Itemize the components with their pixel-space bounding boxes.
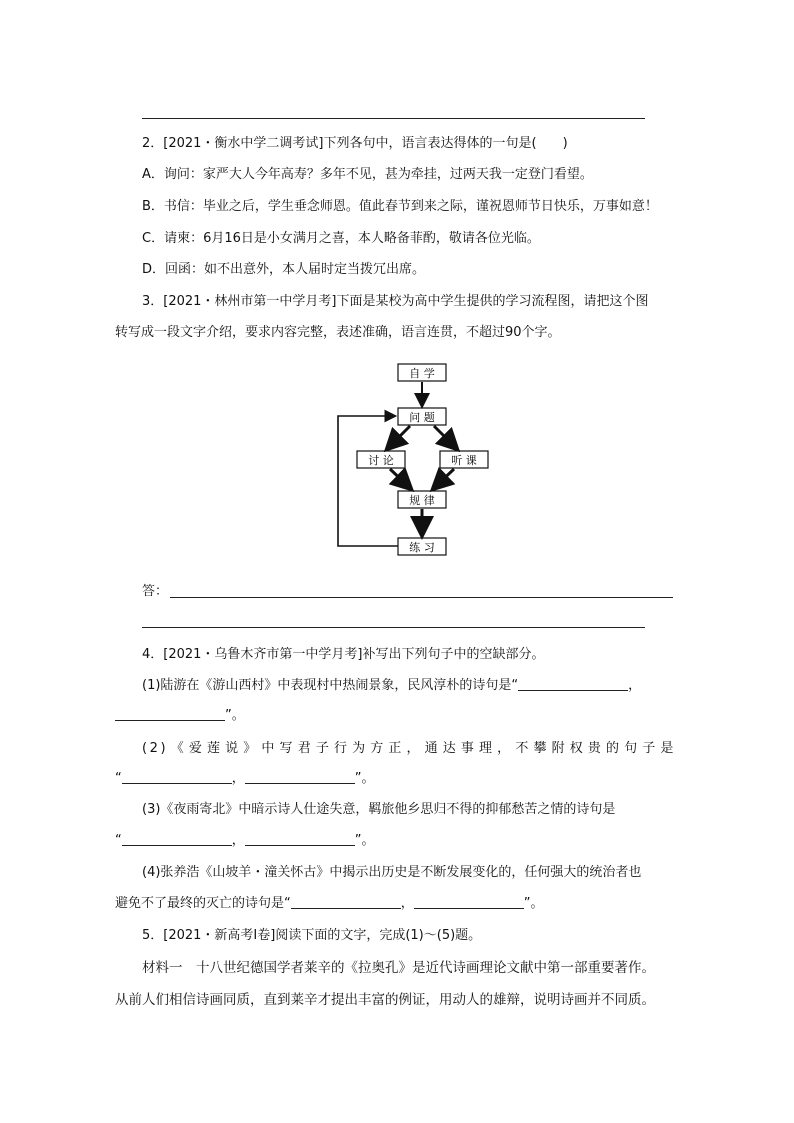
flow-arrow-question-to-lecture (434, 426, 456, 448)
q4-item2-blank2[interactable] (245, 769, 355, 784)
q4-item3-line1: (3)《夜雨寄北》中暗示诗人仕途失意，羁旅他乡思归不得的抑郁愁苦之情的诗句是 (142, 802, 616, 817)
q4-item2-blank1[interactable] (122, 769, 232, 784)
q4-item4-line2: 避免不了最终的灭亡的诗句是“ ， ”。 (115, 896, 544, 911)
q4-stem: 4．[2021・乌鲁木齐市第一中学月考]补写出下列句子中的空缺部分。 (142, 647, 545, 662)
q5-stem: 5．[2021・新高考Ⅰ卷]阅读下面的文字，完成(1)～(5)题。 (142, 928, 482, 943)
flow-arrow-lecture-to-rule (434, 469, 454, 488)
flow-label-lecture: 听 课 (451, 454, 477, 467)
learning-flowchart (330, 360, 510, 560)
q2-stem: 2．[2021・衡水中学二调考试]下列各句中，语言表达得体的一句是( ) (142, 136, 568, 151)
q4-item1-blank2[interactable] (115, 706, 225, 721)
q4-item3-blank1[interactable] (122, 831, 232, 846)
q4-item4-blank2[interactable] (414, 894, 524, 909)
q2-option-c: C．请柬：6月16日是小女满月之喜，本人略备菲酌，敬请各位光临。 (142, 231, 540, 246)
q3-answer-label: 答： (142, 584, 169, 599)
q4-item1-line1: (1)陆游在《游山西村》中表现村中热闹景象，民风淳朴的诗句是“ ， (142, 678, 642, 693)
q4-item1-line2: ”。 (115, 706, 245, 726)
q4-item4-blank1[interactable] (291, 894, 401, 909)
flow-arrow-discuss-to-rule (390, 469, 410, 488)
flow-arrow-question-to-discuss (388, 426, 410, 448)
q5-material-line2: 从前人们相信诗画同质，直到莱辛才提出丰富的例证，用动人的雄辩，说明诗画并不同质。 (115, 992, 655, 1008)
q2-option-a: A．询问：家严大人今年高寿？多年不见，甚为牵挂，过两天我一定登门看望。 (142, 167, 593, 182)
q5-material-line1: 材料一 十八世纪德国学者莱辛的《拉奥孔》是近代诗画理论文献中第一部重要著作。 (142, 960, 655, 976)
flow-label-discuss: 讨 论 (368, 454, 394, 467)
q2-option-b: B．书信：毕业之后，学生垂念师恩。值此春节到来之际，谨祝恩师节日快乐，万事如意！ (142, 199, 658, 214)
q4-item3-blank2[interactable] (245, 831, 355, 846)
q4-item1-blank1[interactable] (518, 676, 628, 691)
flow-label-rule: 规 律 (409, 494, 435, 507)
flow-label-question: 问 题 (409, 411, 435, 424)
q2-option-d: D．回函：如不出意外，本人届时定当拨冗出席。 (142, 262, 426, 277)
q4-item2-line2: “ ， ”。 (115, 771, 375, 786)
q4-item2-line1 (142, 739, 676, 759)
flow-loop-practice-to-question (338, 416, 398, 546)
q4-item1-text: (1)陆游在《游山西村》中表现村中热闹景象，民风淳朴的诗句是“ (142, 678, 519, 693)
q3-stem-line2: 转写成一段文字介绍，要求内容完整，表述准确，语言连贯，不超过90个字。 (115, 325, 561, 340)
answer-line-top (142, 118, 645, 119)
flow-label-practice: 练 习 (409, 541, 435, 554)
q3-answer-line-1 (170, 597, 673, 598)
q3-stem-line1: 3．[2021・林州市第一中学月考]下面是某校为高中学生提供的学习流程图，请把这个图 (142, 294, 649, 309)
q4-item2-text: (2)《爱莲说》中写君子行为方正，通达事理，不攀附权贵的句子是 (142, 741, 676, 756)
q4-item4-line1: (4)张养浩《山坡羊・潼关怀古》中揭示出历史是不断发展变化的，任何强大的统治者也 (142, 865, 642, 880)
flow-label-self-study: 自 学 (409, 367, 435, 380)
q4-item3-line2: “ ， ”。 (115, 833, 375, 848)
q3-answer-line-2 (142, 627, 645, 628)
